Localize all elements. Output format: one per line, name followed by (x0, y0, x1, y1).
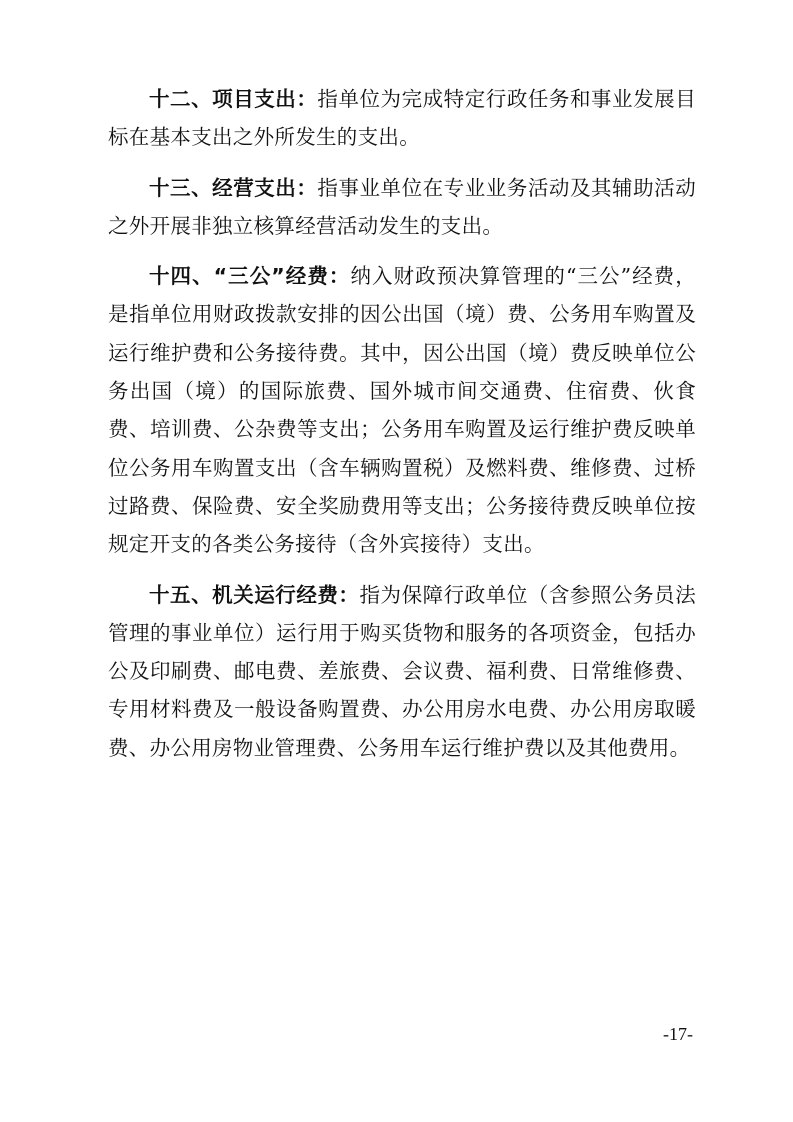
definition-paragraph-15 (108, 576, 696, 767)
definition-term: 十四、“三公”经费： (149, 264, 351, 289)
document-body (108, 80, 696, 779)
definition-text: 指单位为完成特定行政任务和事业发展目标在基本支出之外所发生的支出。 (108, 87, 696, 150)
page-number: -17- (663, 1024, 693, 1044)
definition-text: 指为保障行政单位（含参照公务员法管理的事业单位）运行用于购买货物和服务的各项资金，包括办公及印刷费、邮电费、差旅费、会议费、福利费、日常维修费、专用材料费及一般设备购置费、办公用房水电费、办公用房取暖费、办公用房物业管理费、公务用车运行维护费以及其他费用。 (108, 582, 696, 760)
definition-paragraph-12 (108, 80, 696, 157)
definition-paragraph-13 (108, 169, 696, 246)
definition-term: 十三、经营支出： (149, 175, 318, 200)
definition-text: 指事业单位在专业业务活动及其辅助活动之外开展非独立核算经营活动发生的支出。 (108, 175, 696, 238)
definition-term: 十二、项目支出： (149, 87, 318, 111)
definition-term: 十五、机关运行经费： (149, 582, 360, 607)
definition-paragraph-14 (108, 257, 696, 563)
definition-text: 纳入财政预决算管理的“三公”经费，是指单位用财政拨款安排的因公出国（境）费、公务用车购置及运行维护费和公务接待费。其中，因公出国（境）费反映单位公务出国（境）的国际旅费、国外城市间交通费、住宿费、伙食费、培训费、公杂费等支出；公务用车购置及运行维护费反映单位公务用车购置支出（含车辆购置税）及燃料费、维修费、过桥过路费、保险费、安全奖励费用等支出；公务接待费反映单位按规定开支的各类公务接待（含外宾接待）支出。 (108, 264, 697, 557)
